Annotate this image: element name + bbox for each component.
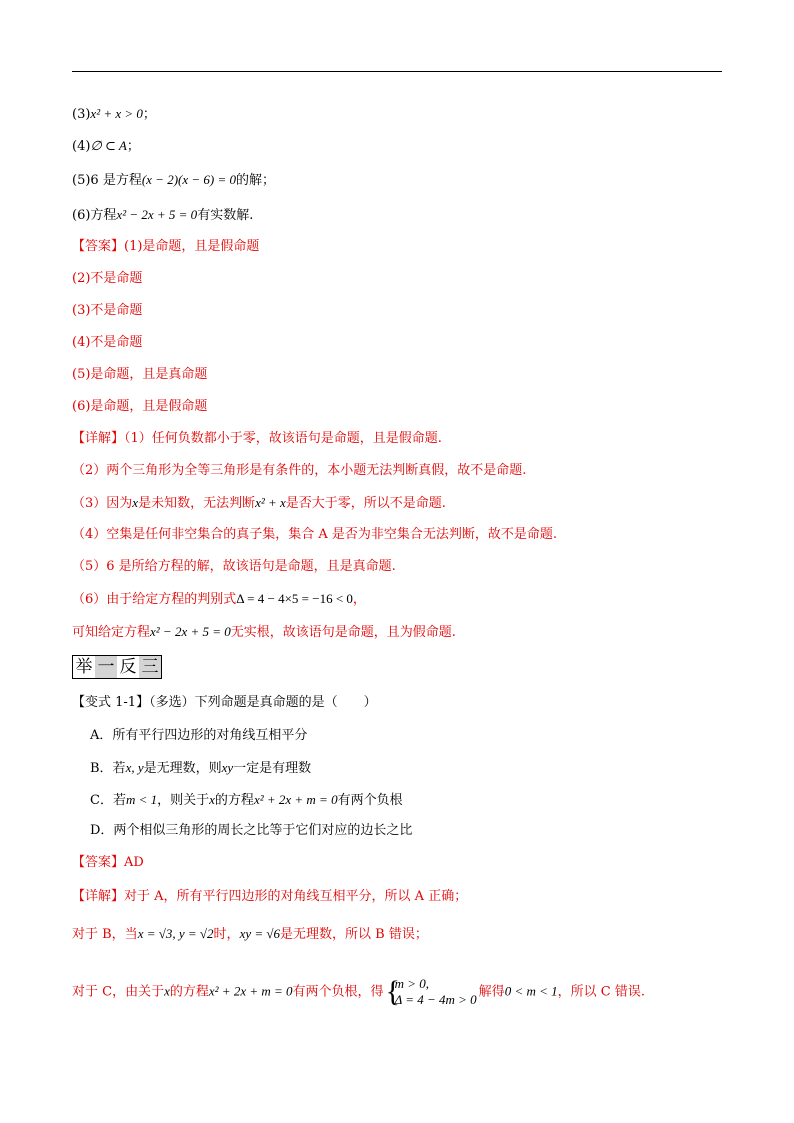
item-6-suffix: 有实数解. (197, 208, 254, 223)
detail-2-line-2 (72, 926, 428, 943)
detail-1-line-7-a: 可知给定方程 (72, 625, 151, 640)
detail-1-line-3-math: x² + x (255, 495, 286, 510)
option-c-a: C．若 (90, 793, 126, 808)
detail-2-line-3 (72, 976, 645, 1008)
answer-2-label: 【答案】 (72, 855, 125, 870)
detail-2-line-3-e: ，所以 C 错误. (557, 984, 645, 1000)
badge-char-3: 反 (119, 657, 137, 677)
detail-2-line-3-c: 有两个负根，得 (292, 984, 384, 1000)
option-b-a: B．若 (90, 761, 126, 776)
answer-2-value: AD (124, 855, 144, 870)
item-5-suffix: 的解； (236, 173, 276, 188)
item-5-math: (x − 2)(x − 6) = 0 (141, 172, 237, 187)
system-row-1: m > 0, (394, 976, 429, 991)
detail-1-line-7 (72, 624, 456, 641)
variant-label: 【变式 1-1】 (72, 695, 150, 710)
option-c-math-3: x² + 2x + m = 0 (253, 792, 338, 807)
answer-label: 【答案】 (72, 239, 125, 254)
detail-2-line-2-a: 对于 B，当 (72, 927, 138, 942)
detail-1-line-6-a: （6）由于给定方程的判别式 (72, 592, 237, 607)
item-4-math: ∅ ⊂ A (90, 138, 127, 153)
answer-1-line-4: (4)不是命题 (72, 335, 143, 350)
item-3-suffix: ； (142, 107, 156, 122)
detail-1-line-3-x: x (132, 495, 139, 510)
detail-1-line-7-b: 无实根，故该语句是命题，且为假命题. (230, 625, 456, 640)
item-6-math: x² − 2x + 5 = 0 (116, 207, 198, 222)
equation-math: x² − 2x + 5 = 0 (150, 624, 231, 639)
detail-1-line-3-b: 是未知数，无法判断 (138, 496, 256, 511)
detail-1-text: （1）任何负数都小于零，故该语句是命题，且是假命题. (124, 431, 442, 446)
item-5-prefix: (5)6 是方程 (72, 173, 142, 188)
answer-1-line-5: (5)是命题，且是真命题 (72, 367, 208, 382)
detail-1-line-1 (72, 431, 442, 447)
detail-2-label: 【详解】 (72, 889, 125, 904)
inequality-system (386, 976, 477, 1008)
detail-1-line-3-c: 是否大于零，所以不是命题. (285, 496, 446, 511)
detail-2-line-2-b: 时， (213, 927, 240, 942)
item-3 (72, 106, 156, 123)
section-badge (72, 655, 162, 679)
detail-2-line-3-math-2: x² + 2x + m = 0 (208, 983, 293, 999)
detail-1-line-3 (72, 495, 446, 512)
answer-1-line-2: (2)不是命题 (72, 271, 143, 286)
detail-2-line-3-math-1: x (164, 983, 170, 999)
option-c-math-2: x (209, 792, 215, 807)
option-b-math-2: xy (221, 760, 234, 775)
left-brace: { (385, 975, 400, 1008)
header-rule (72, 71, 722, 72)
variant-stem (72, 695, 377, 711)
detail-2-line-3-d: 解得 (478, 984, 505, 1000)
option-c-c: 的方程 (214, 793, 254, 808)
option-b-c: 一定是有理数 (233, 761, 312, 776)
discriminant-math: Δ = 4 − 4×5 = −16 < 0 (236, 591, 353, 606)
option-c-b: ，则关于 (157, 793, 210, 808)
detail-2-line-2-c: 是无理数，所以 B 错误； (280, 927, 428, 942)
detail-2-line-3-b: 的方程 (169, 984, 209, 1000)
item-4 (72, 138, 140, 155)
answer-1-line-1 (72, 239, 259, 255)
detail-1-line-4: （4）空集是任何非空集合的真子集，集合 A 是否为非空集合无法判断，故不是命题. (72, 527, 558, 542)
detail-2-line-1 (72, 889, 467, 905)
item-5 (72, 172, 275, 189)
system-row-2: Δ = 4 − 4m > 0 (394, 992, 477, 1007)
option-c-d: 有两个负根 (337, 793, 403, 808)
item-6-prefix: (6)方程 (72, 208, 117, 223)
detail-1-line-6 (72, 591, 366, 608)
option-c (90, 792, 403, 809)
detail-2-line-2-math-1: x = √3, y = √2 (137, 926, 214, 941)
detail-1-line-2: （2）两个三角形为全等三角形是有条件的，本小题无法判断真假，故不是命题. (72, 463, 527, 478)
detail-2-line-3-math-3: 0 < m < 1 (504, 983, 558, 999)
item-3-math: x² + x > 0 (90, 106, 143, 121)
detail-1-line-6-b: ， (352, 592, 366, 607)
option-d: D．两个相似三角形的周长之比等于它们对应的边长之比 (90, 823, 413, 838)
answer-2 (72, 855, 144, 871)
item-4-suffix: ； (126, 139, 140, 154)
detail-1-line-3-a: （3）因为 (72, 496, 133, 511)
option-b (90, 760, 311, 777)
option-c-math-1: m < 1 (125, 792, 158, 807)
detail-2-text: 对于 A，所有平行四边形的对角线互相平分，所以 A 正确； (124, 889, 468, 904)
item-4-prefix: (4) (72, 139, 91, 154)
detail-label: 【详解】 (72, 431, 125, 446)
badge-char-4: 三 (139, 656, 161, 678)
detail-2-line-2-math-2: xy = √6 (239, 926, 281, 941)
answer-1-text: (1)是命题，且是假命题 (124, 239, 260, 254)
detail-1-line-5: （5）6 是所给方程的解，故该语句是命题，且是真命题. (72, 559, 396, 574)
variant-stem-text: （多选）下列命题是真命题的是（ ） (149, 695, 377, 710)
badge-char-2: 一 (95, 656, 117, 678)
answer-1-line-3: (3)不是命题 (72, 303, 143, 318)
item-3-prefix: (3) (72, 107, 91, 122)
badge-char-1: 举 (75, 657, 93, 677)
item-6 (72, 207, 253, 224)
option-b-math-1: x, y (125, 760, 144, 775)
option-a: A．所有平行四边形的对角线互相平分 (90, 728, 308, 743)
answer-1-line-6: (6)是命题，且是假命题 (72, 399, 208, 414)
detail-2-line-3-a: 对于 C，由关于 (72, 984, 165, 1000)
option-b-b: 是无理数，则 (143, 761, 222, 776)
